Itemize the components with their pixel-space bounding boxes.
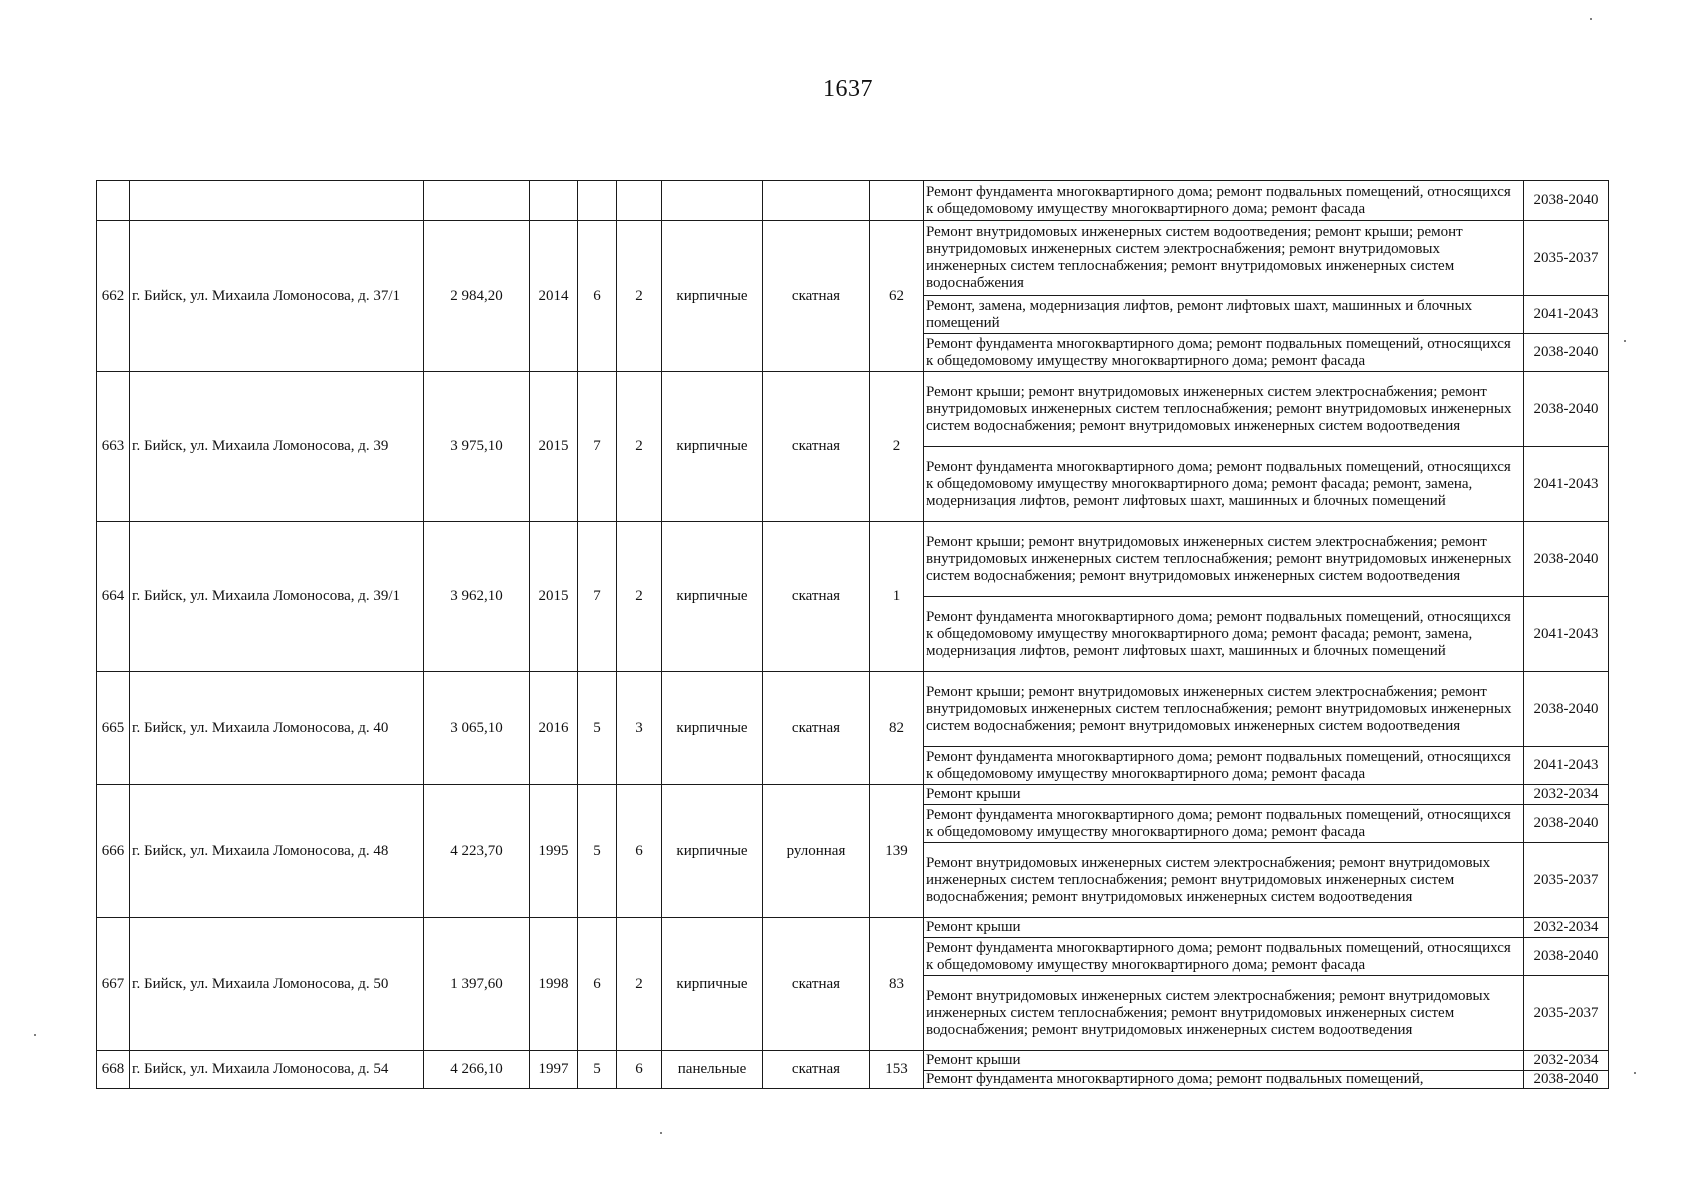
work-description: Ремонт крыши [924,1051,1524,1071]
empty-cell [662,181,763,221]
scan-speck [1624,340,1626,342]
row-number: 668 [97,1051,130,1089]
commission-year: 2015 [530,372,578,522]
floor-count: 5 [578,1051,617,1089]
work-period: 2038-2040 [1524,672,1609,747]
row-number: 665 [97,672,130,785]
row-number: 663 [97,372,130,522]
total-area: 4 266,10 [424,1051,530,1089]
wall-material: кирпичные [662,918,763,1051]
empty-cell [130,181,424,221]
commission-year: 2014 [530,221,578,372]
total-area: 1 397,60 [424,918,530,1051]
commission-year: 2015 [530,522,578,672]
table-body [97,181,1609,1089]
work-description: Ремонт внутридомовых инженерных систем электроснабжения; ремонт внутридомовых инженерных систем теплоснабжения; ремонт внутридомовых инженерных систем водоснабжения; ремонт внутридомовых инженерных систем водоотведения [924,843,1524,918]
table-row [97,372,1609,447]
scan-speck [34,1034,36,1036]
work-period: 2038-2040 [1524,522,1609,597]
work-description: Ремонт фундамента многоквартирного дома; ремонт подвальных помещений, [924,1071,1524,1089]
work-description: Ремонт фундамента многоквартирного дома; ремонт подвальных помещений, относящихся к общедомовому имуществу многоквартирного дома; ремонт фасада; ремонт, замена, модернизация лифтов, ремонт лифтовых шахт, машинных и блочных помещений [924,597,1524,672]
work-description: Ремонт фундамента многоквартирного дома; ремонт подвальных помещений, относящихся к общедомовому имуществу многоквартирного дома; ремонт фасада [924,334,1524,372]
work-description: Ремонт фундамента многоквартирного дома; ремонт подвальных помещений, относящихся к общедомовому имуществу многоквартирного дома; ремонт фасада [924,938,1524,976]
page-number: 1637 [823,76,873,102]
row-number: 667 [97,918,130,1051]
work-period: 2032-2034 [1524,785,1609,805]
work-description: Ремонт внутридомовых инженерных систем водоотведения; ремонт крыши; ремонт внутридомовых инженерных систем электроснабжения; ремонт внутридомовых инженерных систем теплоснабжения; ремонт внутридомовых инженерных систем водоснабжения [924,221,1524,296]
scan-speck [1634,1072,1636,1074]
work-description: Ремонт фундамента многоквартирного дома; ремонт подвальных помещений, относящихся к общедомовому имуществу многоквартирного дома; ремонт фасада [924,181,1524,221]
floor-count: 6 [578,918,617,1051]
house-address: г. Бийск, ул. Михаила Ломоносова, д. 54 [130,1051,424,1089]
house-address: г. Бийск, ул. Михаила Ломоносова, д. 50 [130,918,424,1051]
roof-type: скатная [763,221,870,372]
house-address: г. Бийск, ул. Михаила Ломоносова, д. 39/1 [130,522,424,672]
table-row [97,918,1609,938]
house-address: г. Бийск, ул. Михаила Ломоносова, д. 39 [130,372,424,522]
work-description: Ремонт крыши [924,785,1524,805]
commission-year: 2016 [530,672,578,785]
work-period: 2032-2034 [1524,918,1609,938]
commission-year: 1997 [530,1051,578,1089]
registry-table [96,180,1609,1089]
entrance-count: 6 [617,785,662,918]
entrance-count: 2 [617,522,662,672]
work-period: 2035-2037 [1524,843,1609,918]
wall-material: кирпичные [662,672,763,785]
commission-year: 1998 [530,918,578,1051]
work-description: Ремонт крыши [924,918,1524,938]
entrance-count: 2 [617,918,662,1051]
work-period: 2038-2040 [1524,334,1609,372]
wall-material: кирпичные [662,221,763,372]
house-address: г. Бийск, ул. Михаила Ломоносова, д. 48 [130,785,424,918]
work-description: Ремонт фундамента многоквартирного дома; ремонт подвальных помещений, относящихся к общедомовому имуществу многоквартирного дома; ремонт фасада; ремонт, замена, модернизация лифтов, ремонт лифтовых шахт, машинных и блочных помещений [924,447,1524,522]
work-description: Ремонт фундамента многоквартирного дома; ремонт подвальных помещений, относящихся к общедомовому имуществу многоквартирного дома; ремонт фасада [924,805,1524,843]
empty-cell [870,181,924,221]
work-period: 2038-2040 [1524,938,1609,976]
table-row [97,785,1609,805]
work-period: 2041-2043 [1524,296,1609,334]
apartment-count: 1 [870,522,924,672]
work-period: 2038-2040 [1524,805,1609,843]
table-row-continuation [97,181,1609,221]
roof-type: скатная [763,1051,870,1089]
work-description: Ремонт фундамента многоквартирного дома; ремонт подвальных помещений, относящихся к общедомовому имуществу многоквартирного дома; ремонт фасада [924,747,1524,785]
floor-count: 5 [578,785,617,918]
scan-speck [1590,18,1592,20]
table-row [97,1051,1609,1071]
roof-type: скатная [763,372,870,522]
entrance-count: 3 [617,672,662,785]
work-description: Ремонт внутридомовых инженерных систем электроснабжения; ремонт внутридомовых инженерных систем теплоснабжения; ремонт внутридомовых инженерных систем водоснабжения; ремонт внутридомовых инженерных систем водоотведения [924,976,1524,1051]
roof-type: рулонная [763,785,870,918]
entrance-count: 2 [617,221,662,372]
work-description: Ремонт, замена, модернизация лифтов, ремонт лифтовых шахт, машинных и блочных помещений [924,296,1524,334]
apartment-count: 82 [870,672,924,785]
scan-speck [660,1132,662,1134]
roof-type: скатная [763,918,870,1051]
floor-count: 7 [578,522,617,672]
total-area: 3 975,10 [424,372,530,522]
work-description: Ремонт крыши; ремонт внутридомовых инженерных систем электроснабжения; ремонт внутридомовых инженерных систем теплоснабжения; ремонт внутридомовых инженерных систем водоснабжения; ремонт внутридомовых инженерных систем водоотведения [924,672,1524,747]
work-period: 2038-2040 [1524,181,1609,221]
table-row [97,522,1609,597]
row-number: 662 [97,221,130,372]
work-period: 2041-2043 [1524,747,1609,785]
apartment-count: 62 [870,221,924,372]
total-area: 3 962,10 [424,522,530,672]
commission-year: 1995 [530,785,578,918]
roof-type: скатная [763,672,870,785]
apartment-count: 153 [870,1051,924,1089]
wall-material: кирпичные [662,522,763,672]
table-row [97,221,1609,296]
empty-cell [617,181,662,221]
work-period: 2041-2043 [1524,597,1609,672]
apartment-count: 2 [870,372,924,522]
work-description: Ремонт крыши; ремонт внутридомовых инженерных систем электроснабжения; ремонт внутридомовых инженерных систем теплоснабжения; ремонт внутридомовых инженерных систем водоснабжения; ремонт внутридомовых инженерных систем водоотведения [924,522,1524,597]
wall-material: панельные [662,1051,763,1089]
work-period: 2041-2043 [1524,447,1609,522]
roof-type: скатная [763,522,870,672]
apartment-count: 83 [870,918,924,1051]
row-number: 666 [97,785,130,918]
entrance-count: 2 [617,372,662,522]
empty-cell [97,181,130,221]
wall-material: кирпичные [662,372,763,522]
wall-material: кирпичные [662,785,763,918]
row-number: 664 [97,522,130,672]
table-row [97,672,1609,747]
empty-cell [763,181,870,221]
total-area: 4 223,70 [424,785,530,918]
floor-count: 6 [578,221,617,372]
work-period: 2038-2040 [1524,1071,1609,1089]
house-address: г. Бийск, ул. Михаила Ломоносова, д. 37/1 [130,221,424,372]
floor-count: 7 [578,372,617,522]
work-period: 2035-2037 [1524,976,1609,1051]
entrance-count: 6 [617,1051,662,1089]
work-period: 2035-2037 [1524,221,1609,296]
work-period: 2032-2034 [1524,1051,1609,1071]
work-description: Ремонт крыши; ремонт внутридомовых инженерных систем электроснабжения; ремонт внутридомовых инженерных систем теплоснабжения; ремонт внутридомовых инженерных систем водоснабжения; ремонт внутридомовых инженерных систем водоотведения [924,372,1524,447]
house-address: г. Бийск, ул. Михаила Ломоносова, д. 40 [130,672,424,785]
empty-cell [578,181,617,221]
apartment-count: 139 [870,785,924,918]
floor-count: 5 [578,672,617,785]
work-period: 2038-2040 [1524,372,1609,447]
empty-cell [530,181,578,221]
empty-cell [424,181,530,221]
total-area: 3 065,10 [424,672,530,785]
total-area: 2 984,20 [424,221,530,372]
